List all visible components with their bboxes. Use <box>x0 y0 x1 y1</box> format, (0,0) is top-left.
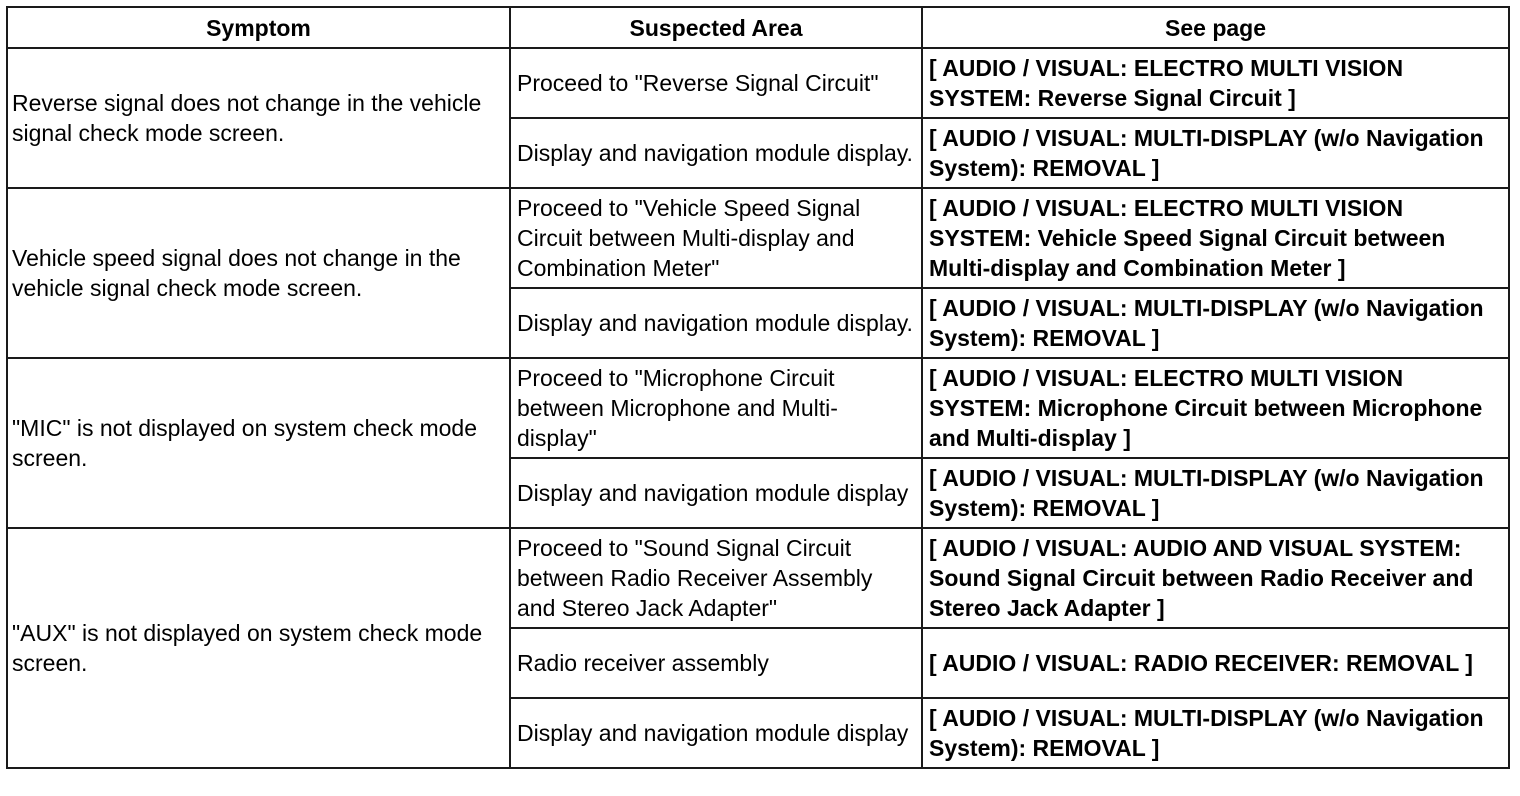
suspected-area-cell: Display and navigation module display <box>510 698 922 768</box>
troubleshooting-table <box>6 6 1510 769</box>
symptom-cell: "AUX" is not displayed on system check mode screen. <box>7 528 510 768</box>
see-page-cell: [ AUDIO / VISUAL: MULTI-DISPLAY (w/o Navigation System): REMOVAL ] <box>922 118 1509 188</box>
see-page-cell: [ AUDIO / VISUAL: MULTI-DISPLAY (w/o Navigation System): REMOVAL ] <box>922 458 1509 528</box>
suspected-area-cell: Radio receiver assembly <box>510 628 922 698</box>
header-row <box>7 7 1509 48</box>
symptom-cell: Vehicle speed signal does not change in the vehicle signal check mode screen. <box>7 188 510 358</box>
see-page-cell: [ AUDIO / VISUAL: MULTI-DISPLAY (w/o Navigation System): REMOVAL ] <box>922 288 1509 358</box>
suspected-area-cell: Proceed to "Microphone Circuit between Microphone and Multi-display" <box>510 358 922 458</box>
see-page-cell: [ AUDIO / VISUAL: RADIO RECEIVER: REMOVAL ] <box>922 628 1509 698</box>
header-symptom: Symptom <box>7 7 510 48</box>
suspected-area-cell: Proceed to "Vehicle Speed Signal Circuit between Multi-display and Combination Meter" <box>510 188 922 288</box>
see-page-cell: [ AUDIO / VISUAL: ELECTRO MULTI VISION SYSTEM: Microphone Circuit between Microphone and Multi-display ] <box>922 358 1509 458</box>
table-row <box>7 528 1509 628</box>
suspected-area-cell: Display and navigation module display <box>510 458 922 528</box>
see-page-cell: [ AUDIO / VISUAL: ELECTRO MULTI VISION SYSTEM: Reverse Signal Circuit ] <box>922 48 1509 118</box>
table-row <box>7 358 1509 458</box>
symptom-cell: "MIC" is not displayed on system check mode screen. <box>7 358 510 528</box>
see-page-cell: [ AUDIO / VISUAL: MULTI-DISPLAY (w/o Navigation System): REMOVAL ] <box>922 698 1509 768</box>
table-row <box>7 188 1509 288</box>
see-page-cell: [ AUDIO / VISUAL: AUDIO AND VISUAL SYSTEM: Sound Signal Circuit between Radio Receiver and Stereo Jack Adapter ] <box>922 528 1509 628</box>
symptom-cell: Reverse signal does not change in the vehicle signal check mode screen. <box>7 48 510 188</box>
table-row <box>7 48 1509 118</box>
suspected-area-cell: Proceed to "Sound Signal Circuit between Radio Receiver Assembly and Stereo Jack Adapter" <box>510 528 922 628</box>
suspected-area-cell: Proceed to "Reverse Signal Circuit" <box>510 48 922 118</box>
header-see-page: See page <box>922 7 1509 48</box>
suspected-area-cell: Display and navigation module display. <box>510 288 922 358</box>
suspected-area-cell: Display and navigation module display. <box>510 118 922 188</box>
header-suspected-area: Suspected Area <box>510 7 922 48</box>
see-page-cell: [ AUDIO / VISUAL: ELECTRO MULTI VISION SYSTEM: Vehicle Speed Signal Circuit between Multi-display and Combination Meter ] <box>922 188 1509 288</box>
